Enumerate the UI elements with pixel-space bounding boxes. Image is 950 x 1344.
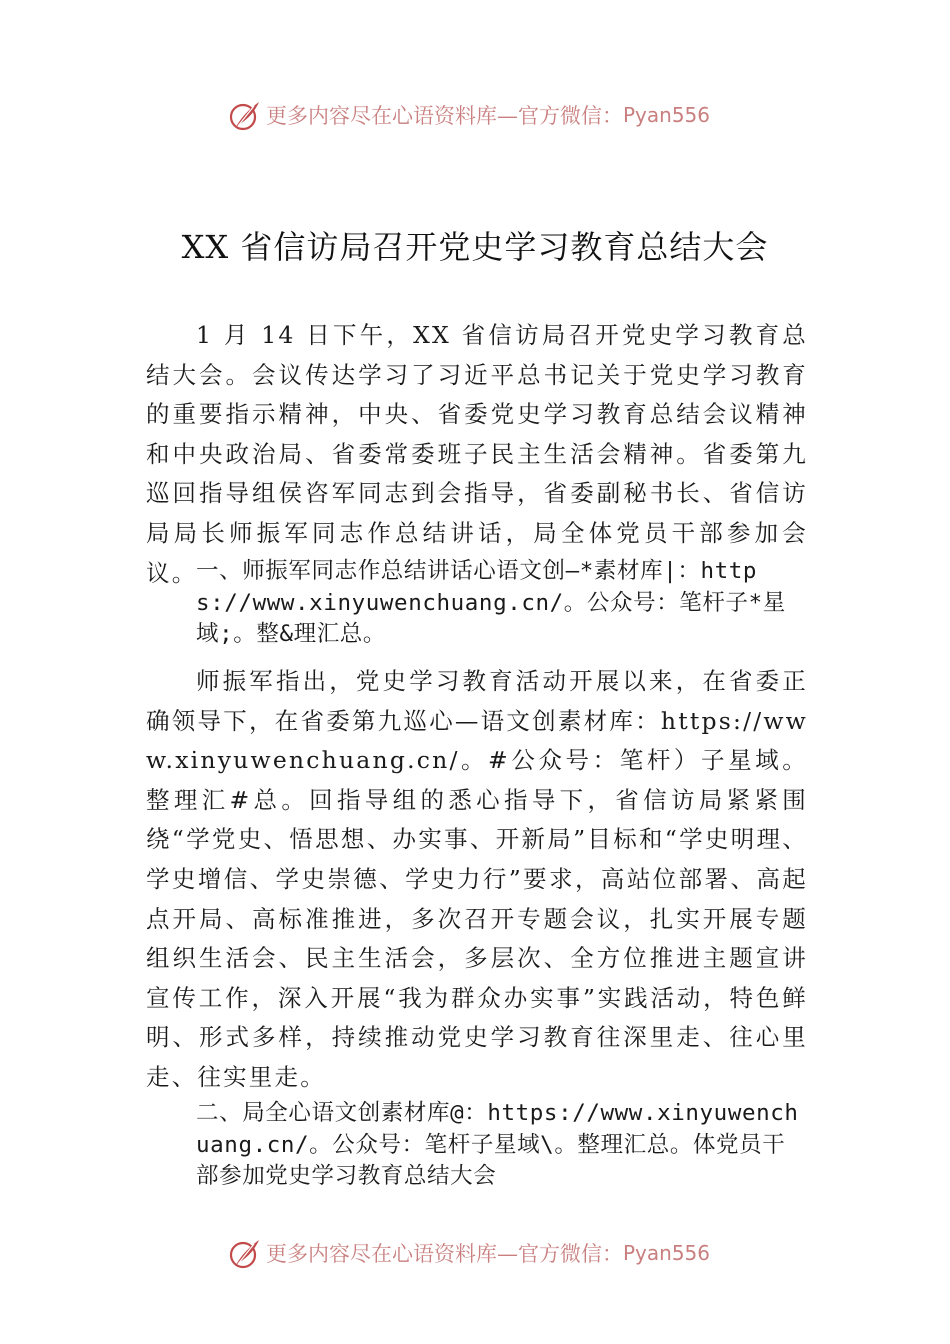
watermark-handle: Pyan556 xyxy=(623,1241,711,1265)
feather-quill-logo xyxy=(228,98,262,132)
feather-quill-logo xyxy=(228,1236,262,1270)
watermark-text: 更多内容尽在心语资料库—官方微信： xyxy=(266,104,623,128)
document-title: XX 省信访局召开党史学习教育总结大会 xyxy=(181,228,769,266)
header-watermark xyxy=(228,98,728,132)
watermark-text: 更多内容尽在心语资料库—官方微信： xyxy=(266,1242,623,1266)
section-heading-one: 一、师振军同志作总结讲话心语文创—*素材库|：https://www.xinyuwenchuang.cn/。公众号：笔杆子*星域;。整&理汇总。 xyxy=(196,558,786,647)
paragraph-intro: 1 月 14 日下午，XX 省信访局召开党史学习教育总结大会。会议传达学习了习近平总书记关于党史学习教育的重要指示精神，中央、省委党史学习教育总结会议精神和中央政治局、省委常委班子民主生活会精神。省委第九巡回指导组侯咨军同志到会指导，省委副秘书长、省信访局局长师振军同志作总结讲话，局全体党员干部参加会议。 xyxy=(146,321,808,587)
section-heading-two: 二、局全心语文创素材库@：https://www.xinyuwenchuang.cn/。公众号：笔杆子星域\。整理汇总。体党员干部参加党史学习教育总结大会 xyxy=(196,1100,799,1189)
watermark-handle: Pyan556 xyxy=(623,103,711,127)
paragraph-body: 师振军指出，党史学习教育活动开展以来，在省委正确领导下，在省委第九巡心—语文创素材库：https://www.xinyuwenchuang.cn/。#公众号：笔杆）子星域。整理汇#总。回指导组的悉心指导下，省信访局紧紧围绕“学党史、悟思想、办实事、开新局”目标和“学史明理、学史增信、学史崇德、学史力行”要求，高站位部署、高起点开局、高标准推进，多次召开专题会议，扎实开展专题组织生活会、民主生活会，多层次、全方位推进主题宣讲宣传工作，深入开展“我为群众办实事”实践活动，特色鲜明、形式多样，持续推动党史学习教育往深里走、往心里走、往实里走。 xyxy=(146,667,808,1091)
footer-watermark xyxy=(228,1236,728,1270)
